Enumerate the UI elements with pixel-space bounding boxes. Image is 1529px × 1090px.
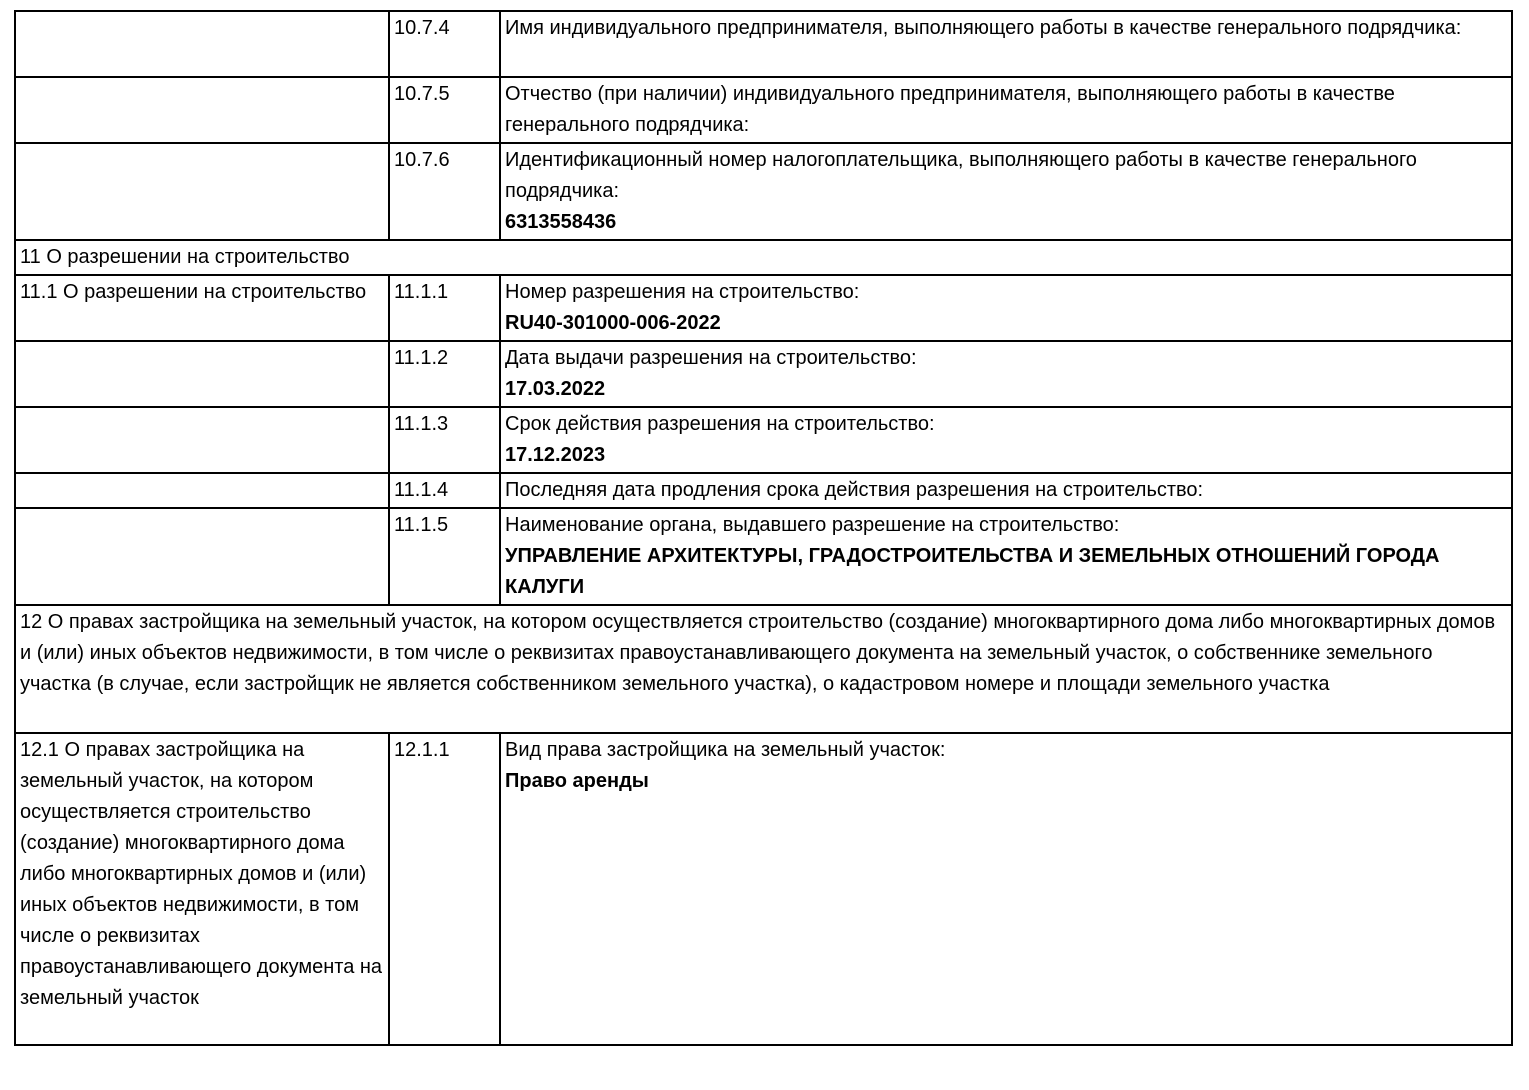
item-number: 12.1.1 <box>389 733 500 1045</box>
field-value: RU40-301000-006-2022 <box>505 312 721 334</box>
field-label: Срок действия разрешения на строительство: <box>505 413 935 435</box>
field-cell <box>500 275 1512 341</box>
table-row <box>15 11 1512 77</box>
item-number: 11.1.2 <box>389 341 500 407</box>
field-label: Идентификационный номер налогоплательщика, выполняющего работы в качестве генерального подрядчика: <box>505 149 1417 202</box>
field-cell <box>500 77 1512 143</box>
group-cell-empty <box>15 11 389 77</box>
project-declaration-table <box>14 10 1513 1046</box>
field-cell <box>500 473 1512 508</box>
table-row <box>15 77 1512 143</box>
item-number: 10.7.5 <box>389 77 500 143</box>
field-label: Вид права застройщика на земельный участок: <box>505 739 946 761</box>
section-title: 11 О разрешении на строительство <box>15 240 1512 275</box>
table-row <box>15 733 1512 1045</box>
table-row <box>15 508 1512 605</box>
group-cell-empty <box>15 407 389 473</box>
group-cell: 11.1 О разрешении на строительство <box>15 275 389 341</box>
group-cell-empty <box>15 77 389 143</box>
field-cell <box>500 341 1512 407</box>
table-row <box>15 407 1512 473</box>
field-cell <box>500 407 1512 473</box>
field-value: 17.03.2022 <box>505 378 606 400</box>
group-cell-empty <box>15 473 389 508</box>
field-cell <box>500 11 1512 77</box>
table-row <box>15 341 1512 407</box>
field-label: Дата выдачи разрешения на строительство: <box>505 347 917 369</box>
table-row <box>15 143 1512 240</box>
field-value: 6313558436 <box>505 211 617 233</box>
field-cell <box>500 733 1512 1045</box>
field-label: Имя индивидуального предпринимателя, выполняющего работы в качестве генерального подрядчика: <box>505 17 1462 39</box>
section-header-row <box>15 240 1512 275</box>
section-header-row <box>15 605 1512 733</box>
table-row <box>15 275 1512 341</box>
item-number: 10.7.4 <box>389 11 500 77</box>
item-number: 11.1.1 <box>389 275 500 341</box>
group-cell-empty <box>15 508 389 605</box>
item-number: 10.7.6 <box>389 143 500 240</box>
field-cell <box>500 143 1512 240</box>
item-number: 11.1.4 <box>389 473 500 508</box>
field-label: Наименование органа, выдавшего разрешение на строительство: <box>505 514 1120 536</box>
group-cell-empty <box>15 143 389 240</box>
item-number: 11.1.5 <box>389 508 500 605</box>
section-title: 12 О правах застройщика на земельный участок, на котором осуществляется строительство (создание) многоквартирного дома либо многоквартирных домов и (или) иных объектов недвижимости, в том числе о реквизитах правоустанавливающего документа на земельный участок, о собственнике земельного участка (в случае, если застройщик не является собственником земельного участка), о кадастровом номере и площади земельного участка <box>15 605 1512 733</box>
group-cell: 12.1 О правах застройщика на земельный участок, на котором осуществляется строительство (создание) многоквартирного дома либо многоквартирных домов и (или) иных объектов недвижимости, в том числе о реквизитах правоустанавливающего документа на земельный участок <box>15 733 389 1045</box>
field-value: УПРАВЛЕНИЕ АРХИТЕКТУРЫ, ГРАДОСТРОИТЕЛЬСТВА И ЗЕМЕЛЬНЫХ ОТНОШЕНИЙ ГОРОДА КАЛУГИ <box>505 545 1440 598</box>
field-label: Отчество (при наличии) индивидуального предпринимателя, выполняющего работы в качестве генерального подрядчика: <box>505 83 1395 136</box>
table-row <box>15 473 1512 508</box>
field-value: 17.12.2023 <box>505 444 606 466</box>
group-cell-empty <box>15 341 389 407</box>
field-cell <box>500 508 1512 605</box>
field-value: Право аренды <box>505 770 649 792</box>
field-label: Последняя дата продления срока действия разрешения на строительство: <box>505 479 1204 501</box>
item-number: 11.1.3 <box>389 407 500 473</box>
field-label: Номер разрешения на строительство: <box>505 281 860 303</box>
